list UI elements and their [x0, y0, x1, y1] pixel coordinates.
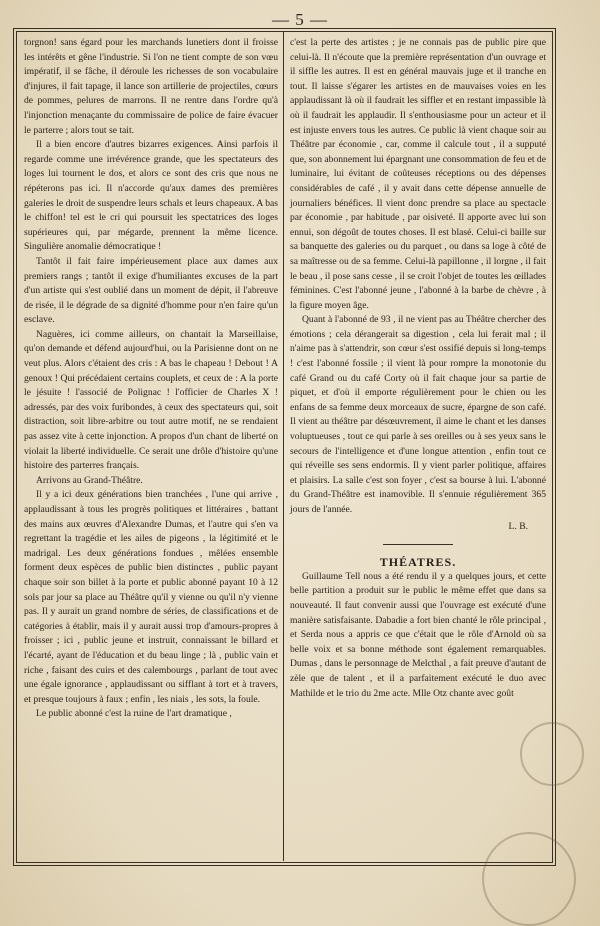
section-title: THÉATRES. — [379, 555, 457, 570]
library-stamp-icon — [520, 722, 584, 786]
paragraph: Quant à l'abonné de 93 , il ne vient pas au Théâtre chercher des émotions ; cela dérangerait sa digestion , cela lui ferait mal ; il n'aime pas à s'attendrir, son cœur s'est ossifié depuis si long-temps ! c'est l'abonné fossile ; il vient là pour rompre la monotonie du café Grand ou du café Corty où il fait chaque jour sa partie de piquet, et d'où il emporte régulièrement pour le chien ou les enfans de sa femme deux morceaux de sucre, épargne de son café. Il vient au théâtre par désœuvrement, il aime le chant et les danses voluptueuses , tout ce qui parle à ses oreilles ou à ses yeux sans le secours de l'intelligence et d'une longue attention , enfin tout ce qui réveille ses sens endormis. Il y vient parler politique, affaires et plaisirs. La salle c'est son foyer , c'est sa bourse à lui. L'abonné du Grand-Théâtre est inamovible. Il s'ennuie régulièrement 365 jours de l'année. — [290, 314, 546, 515]
paragraph: Guillaume Tell nous a été rendu il y a quelques jours, et cette belle partition a produit sur le public le même effet que dans sa nouveauté. Il faut convenir aussi que l'ouvrage est exécuté d'une manière satisfaisante. Dabadie a fort bien chanté le rôle principal , et Serda nous a appris ce que c'était que le rôle d'Arnold où sa belle voix et sa bonne méthode sont également remarquables. Dumas , dans le personnage de Melcthal , a fait preuve d'autant de zèle que de talent , et il a parfaitement exécuté le duo avec Mathilde et le trio du 2me acte. Mlle Otz chante avec goût — [290, 570, 546, 699]
paragraph: c'est la perte des artistes ; je ne connais pas de public pire que celui-là. Il n'écoute que la première représentation d'un ouvrage et il siffle les autres. Il est en général mauvais juge et il tranche en tout. Il laisse s'égarer les artistes en de mauvaises voies en les applaudissant là où il faudrait les siffler et en restant impassible là où il faudrait les applaudir. Il s'enthousiasme pour un acteur et il est injuste envers tous les autres. Ce public là vient chaque soir au Théâtre par économie , car, comme il calcule tout , il a supputé que, son abonnement lui épargnant une consommation de feu et de luminaire, lui évitant de coûteuses réceptions ou des dépenses considérables de café , il y avait dans cette dépense annuelle de journaliers bénéfices. Il vient donc prendre sa place au spectacle par économie , par habitude , par oisiveté. Il apporte avec lui son ennui, son dégoût de toutes choses. Il est blasé. Celui-ci baille sur sa banquette des galeries ou du parquet , ou dans sa loge à côté de sa maîtresse ou de sa femme. Celui-là papillonne , il lorgne , il fait le beau , il pose sans cesse , il se croit l'objet de toutes les œillades féminines. C'est l'abonné jeune , l'abonné à la barbe de chèvre , à la figure moyen âge. — [290, 37, 546, 311]
paragraph: torgnon! sans égard pour les marchands lunetiers dont il froisse les intérêts et gêne l'industrie. Si l'on ne tient compte de son vœu impératif, il se fâche, il déroule les richesses de son vocabulaire d'injures, il fait tapage, il lance son artillerie de projectiles, cœurs de pommes, pelures de marrons. Il ne rentre dans l'ordre qu'à l'injonction menaçante du commissaire de police de faire évacuer le parterre ; alors tout se tait. — [24, 37, 278, 136]
left-column — [24, 36, 278, 722]
paragraph: Arrivons au Grand-Théâtre. — [36, 474, 143, 486]
paragraph: Il a bien encore d'autres bizarres exigences. Ainsi parfois il regarde comme une irrévérence grande, que les spectateurs des loges lui tournent le dos, et alors ce sont des cris que nous ne répéterons pas ici. Il n'accorde qu'aux dames des premières galeries le droit de suspendre leurs schals et leurs chapeaux. A bas le chiffon! tel est le cri qui poursuit les spectatrices des loges supérieures qui, par mégarde, prennent la même licence. Singulière anomalie démocratique ! — [24, 139, 278, 253]
paragraph: Il y a ici deux générations bien tranchées , l'une qui arrive , applaudissant à tous les progrès politiques et littéraires , battant des mains aux œuvres d'Alexandre Dumas, et l'autre qui s'en va regrettant la tragédie et les ailes de pigeons , la légitimité et le madrigal. Les deux générations fondues , mêlées ensemble forment deux espèces de public bien distinctes , public payant chaque soir son billet à la porte et public abonné payant 10 à 12 sols par jour sa place au Théâtre qu'il y vienne ou qu'il n'y vienne pas. Il y aurait un grand nombre de séries, de classifications et de catégories à établir, mais il y aurait aussi trop d'amours-propres à froisser ; ici , public jeune et instruit, connaissant le billard et l'écarté, ayant de l'éducation et du beau linge ; là , public vain et riche , faisant des cuirs et des calembourgs , parlant de tout avec une égale ignorance , applaudissant ou sifflant à tort et à travers, et presque toujours à faux ; enfin , les niais , les sots, la foule. — [24, 489, 278, 705]
right-column — [290, 36, 546, 701]
article-signature: L. B. — [508, 520, 528, 532]
paragraph: Naguères, ici comme ailleurs, on chantait la Marseillaise, qu'on demande et défend aujourd'hui, ou la Parisienne dont on ne veut plus. Alors c'étaient des cris : A bas le chapeau ! Debout ! A genoux ! Qui précédaient certains couplets, et ceux de : A la porte le jésuite ! l'associé de Polignac ! l'officier de Charles X ! adressés, par des voix furibondes, à ceux des spectateurs qui, soit distraction, soit libre-arbitre ou tout autre motif, ne se rendaient pas assez vite à cette injonction. A propos d'un chant de liberté on violait la liberté individuelle. Ce serait une drôle d'histoire qu'une histoire des parterres français. — [24, 328, 278, 472]
section-separator — [383, 544, 453, 545]
library-stamp-icon — [482, 832, 576, 926]
paragraph: Le public abonné c'est la ruine de l'art dramatique , — [36, 708, 232, 720]
paragraph: Tantôt il fait faire impérieusement place aux dames aux premiers rangs ; tantôt il exige d'humiliantes excuses de la part d'un artiste qui s'est oublié dans un moment de dépit, il l'abreuve de risée, il le dégrade de sa dignité d'homme pour n'en faire qu'un esclave. — [24, 255, 278, 326]
page-number: — 5 — — [272, 10, 328, 29]
column-divider — [283, 31, 284, 861]
